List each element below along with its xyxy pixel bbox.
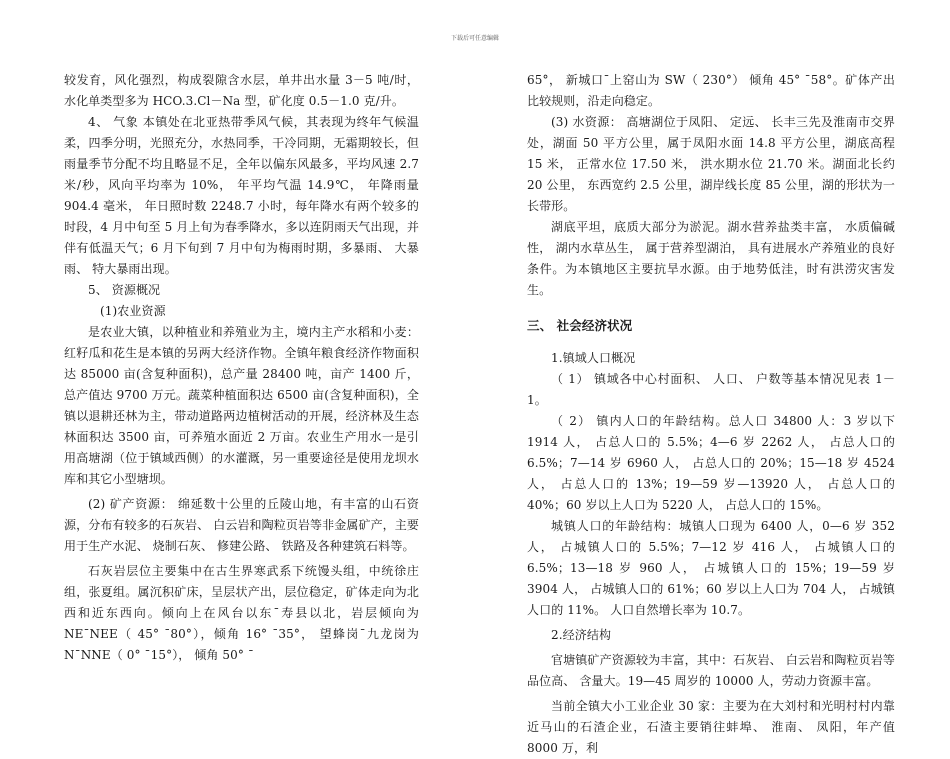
paragraph-climate: 4、 气象 本镇处在北亚热带季风气候，其表现为终年气候温柔，四季分明，光照充分，水热同季，干冷同期，无霜期较长，但雨量季节分配不均且略显不足，全年以偏东风最多，平均风速 2.7 米/秒，风向平均率为 10%， 年平均气温 14.9℃， 年降雨量 904.4 毫米， 年日照时数 2248.7 小时，每年降水有两个较多的时段，4 月中旬至 5 月上旬为春季降水，多以连阴雨天气出现，并伴有低温天气；6 月下旬到 7 月中旬为梅雨时期，多暴雨、 大暴雨、 特大暴雨出现。 bbox=[64, 115, 419, 276]
paragraph-mineral-labor: 官塘镇矿产资源较为丰富，其中：石灰岩、 白云岩和陶粒页岩等品位高、 含量大。19—45 周岁的 10000 人，劳动力资源丰富。 bbox=[527, 653, 895, 688]
paragraph-limestone: 石灰岩层位主要集中在古生界寒武系下统馒头组，中统徐庄组，张夏组。属沉积矿床，呈层状产出，层位稳定，矿体走向为北西和近东西向。倾向上在风台以东¯寿县以北，岩层倾向为 NE¯NEE（ 45° ¯80°），倾角 16° ¯35°， 望蜂岗¯九龙岗为 N¯NNE（ 0° ¯15°）， 倾角 50° ¯ bbox=[64, 564, 419, 662]
paragraph-urban-age-structure: 城镇人口的年龄结构：城镇人口现为 6400 人，0—6 岁 352 人， 占城镇人口的 5.5%；7—12 岁 416 人， 占城镇人口的 6.5%；13—18 岁 960 人， 占城镇人口的 15%；19—59 岁 3904 人， 占城镇人口的 61%；60 岁以上人口为 704 人， 占城镇人口的 11%。 人口自然增长率为 10.7。 bbox=[527, 519, 895, 617]
paragraph-water-resources: (3) 水资源： 高塘湖位于凤阳、 定远、 长丰三先及淮南市交界处，湖面 50 平方公里，属于凤阳水面 14.8 平方公里，湖底高程 15 米， 正常水位 17.50 米， 洪水期水位 21.70 米。湖面北长约 20 公里， 东西宽约 2.5 公里，湖岸线长度 85 公里，湖的形状为一长带形。 bbox=[527, 115, 895, 213]
paragraph-population-table: （ 1） 镇域各中心村面积、 人口、 户数等基本情况见表 1－1。 bbox=[527, 372, 895, 407]
section-heading-resources: 5、 资源概况 bbox=[88, 283, 161, 297]
paragraph-minerals: (2) 矿产资源： 绵延数十公里的丘陵山地，有丰富的山石资源，分布有较多的石灰岩、 白云岩和陶粒页岩等非金属矿产，主要用于生产水泥、 烧制石灰、 修建公路、 铁路及各种建筑石料等。 bbox=[64, 497, 419, 553]
subheading-agriculture: (1)农业资源 bbox=[100, 304, 166, 318]
subheading-population: 1.镇域人口概况 bbox=[551, 351, 636, 365]
paragraph-industry: 当前全镇大小工业企业 30 家：主要为在大刘村和光明村村内靠近马山的石渣企业，石渣主要销往蚌埠、 淮南、 凤阳，年产值 8000 万，利 bbox=[527, 699, 895, 755]
left-text-column bbox=[64, 70, 419, 666]
paragraph-age-structure: （ 2） 镇内人口的年龄结构。总人口 34800 人：3 岁以下 1914 人， 占总人口的 5.5%；4—6 岁 2262 人， 占总人口的 6.5%；7—14 岁 6960 人， 占总人口的 20%；15—18 岁 4524 人， 占总人口的 13%；19—59 岁—13920 人， 占总人口的 40%；60 岁以上人口为 5220 人， 占总人口的 15%。 bbox=[527, 414, 895, 512]
paragraph-agriculture: 是农业大镇，以种植业和养殖业为主，境内主产水稻和小麦：红籽瓜和花生是本镇的另两大经济作物。全镇年粮食经济作物面积达 85000 亩(含复种面积)，总产量 28400 吨，亩产 1400 斤，总产值达 9700 万元。蔬菜种植面积达 6500 亩(含复种面积)，全镇以退耕还林为主，带动道路两边植树活动的开展，经济林及生态林面积达 3500 亩，可养殖水面近 2 万亩。农业生产用水一是引用高塘湖（位于镇域西侧）的水灌溉，另一重要途径是使用龙坝水库和其它小型塘坝。 bbox=[64, 325, 419, 486]
page-header-note: 下载后可任意编辑 bbox=[450, 35, 499, 42]
paragraph-orientation: 65°， 新城口¯上窑山为 SW（ 230°） 倾角 45° ¯58°。矿体产出比较规则，沿走向稳定。 bbox=[527, 73, 895, 108]
paragraph-lake-bottom: 湖底平坦，底质大部分为淤泥。湖水营养盐类丰富， 水质偏碱性， 湖内水草丛生， 属于营养型湖泊， 具有进展水产养殖业的良好条件。为本镇地区主要抗旱水源。由于地势低洼，时有洪涝灾害发生。 bbox=[527, 220, 895, 297]
subheading-economy: 2.经济结构 bbox=[551, 628, 612, 642]
paragraph-aquifer: 较发育，风化强烈，构成裂隙含水层，单井出水量 3－5 吨/时， 水化单类型多为 HCO.3.Cl－Na 型，矿化度 0.5－1.0 克/升。 bbox=[64, 73, 419, 108]
section-heading-socioeconomic: 三、 社会经济状况 bbox=[527, 318, 633, 333]
right-text-column bbox=[527, 70, 895, 759]
